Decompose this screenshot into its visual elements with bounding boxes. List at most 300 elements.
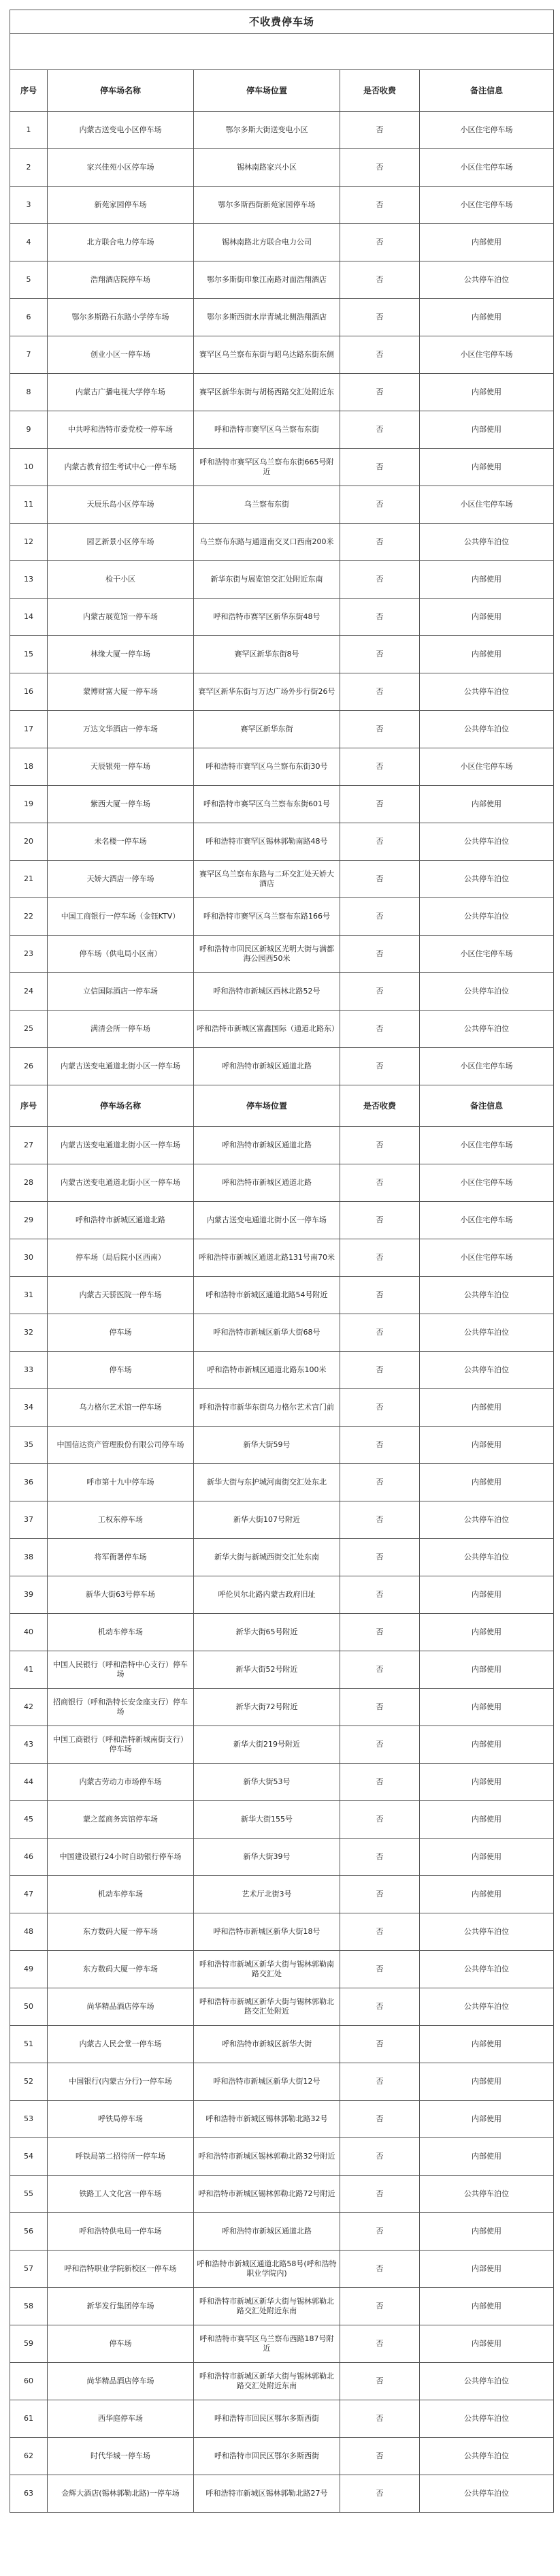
cell-index: 35 <box>10 1427 48 1464</box>
cell-name: 万达文华酒店一停车场 <box>48 711 194 748</box>
cell-remark: 内部使用 <box>420 1651 554 1689</box>
cell-fee: 否 <box>340 2438 420 2475</box>
cell-fee: 否 <box>340 1913 420 1951</box>
cell-remark: 内部使用 <box>420 2288 554 2325</box>
cell-location: 呼和浩特市赛罕区新华东街48号 <box>194 599 340 636</box>
cell-fee: 否 <box>340 1314 420 1352</box>
cell-remark: 小区住宅停车场 <box>420 1239 554 1277</box>
cell-remark: 小区住宅停车场 <box>420 1202 554 1239</box>
cell-remark: 公共停车泊位 <box>420 1011 554 1048</box>
cell-fee: 否 <box>340 1539 420 1576</box>
cell-remark: 公共停车泊位 <box>420 1352 554 1389</box>
table-row <box>10 1464 554 1501</box>
cell-name: 内蒙古劳动力市场停车场 <box>48 1764 194 1801</box>
cell-index: 14 <box>10 599 48 636</box>
table-row <box>10 2101 554 2138</box>
cell-location: 呼和浩特市新城区通道北路131号南70米 <box>194 1239 340 1277</box>
cell-remark: 内部使用 <box>420 1839 554 1876</box>
cell-remark: 小区住宅停车场 <box>420 149 554 187</box>
cell-name: 呼和浩特市新城区通道北路 <box>48 1202 194 1239</box>
cell-index: 25 <box>10 1011 48 1048</box>
cell-fee: 否 <box>340 1951 420 1988</box>
cell-remark: 内部使用 <box>420 599 554 636</box>
cell-index: 40 <box>10 1614 48 1651</box>
cell-location: 锡林南路北方联合电力公司 <box>194 224 340 261</box>
table-row <box>10 748 554 786</box>
cell-remark: 公共停车泊位 <box>420 2363 554 2400</box>
cell-index: 4 <box>10 224 48 261</box>
cell-remark: 公共停车泊位 <box>420 973 554 1011</box>
table-row <box>10 1801 554 1839</box>
table-row <box>10 1048 554 1085</box>
cell-fee: 否 <box>340 112 420 149</box>
table-row <box>10 449 554 486</box>
cell-index: 41 <box>10 1651 48 1689</box>
cell-remark: 小区住宅停车场 <box>420 112 554 149</box>
cell-remark: 公共停车泊位 <box>420 524 554 561</box>
cell-name: 内蒙古送变电通道北街小区一停车场 <box>48 1164 194 1202</box>
cell-name: 中共呼和浩特市委党校一停车场 <box>48 411 194 449</box>
cell-name: 内蒙古送变电小区停车场 <box>48 112 194 149</box>
cell-remark: 内部使用 <box>420 1726 554 1764</box>
table-row <box>10 786 554 823</box>
cell-name: 内蒙古展览馆一停车场 <box>48 599 194 636</box>
cell-name: 东方数码大厦一停车场 <box>48 1913 194 1951</box>
cell-fee: 否 <box>340 2363 420 2400</box>
cell-fee: 否 <box>340 711 420 748</box>
parking-table-sheet <box>10 10 553 2513</box>
cell-remark: 公共停车泊位 <box>420 1539 554 1576</box>
cell-location: 新华大街72号附近 <box>194 1689 340 1726</box>
cell-location: 锡林南路家兴小区 <box>194 149 340 187</box>
cell-index: 31 <box>10 1277 48 1314</box>
table-row <box>10 823 554 861</box>
cell-index: 3 <box>10 187 48 224</box>
cell-location: 呼和浩特市回民区鄂尔多斯西街 <box>194 2400 340 2438</box>
table-row <box>10 2475 554 2513</box>
cell-fee: 否 <box>340 1988 420 2026</box>
cell-name: 中国工商银行一停车场（金钰KTV） <box>48 898 194 936</box>
cell-name: 鄂尔多斯路石东路小学停车场 <box>48 299 194 336</box>
cell-location: 新华大街53号 <box>194 1764 340 1801</box>
cell-fee: 否 <box>340 1127 420 1164</box>
cell-remark: 小区住宅停车场 <box>420 1164 554 1202</box>
cell-location: 呼和浩特市新城区富鑫国际（通道北路东） <box>194 1011 340 1048</box>
table-row <box>10 861 554 898</box>
cell-fee: 否 <box>340 1011 420 1048</box>
cell-location: 呼和浩特市新城区锡林郭勒北路32号附近 <box>194 2138 340 2176</box>
cell-location: 呼和浩特市新城区新华大街68号 <box>194 1314 340 1352</box>
cell-index: 39 <box>10 1576 48 1614</box>
cell-index: 18 <box>10 748 48 786</box>
cell-location: 呼和浩特市新城区新华大街与锡林郭勒北路交汇处附近 <box>194 1988 340 2026</box>
table-row <box>10 898 554 936</box>
cell-index: 50 <box>10 1988 48 2026</box>
cell-remark: 公共停车泊位 <box>420 2475 554 2513</box>
cell-name: 创业小区一停车场 <box>48 336 194 374</box>
table-row <box>10 673 554 711</box>
cell-fee: 否 <box>340 2026 420 2063</box>
cell-name: 呼铁局停车场 <box>48 2101 194 2138</box>
header-row <box>10 70 554 112</box>
cell-fee: 否 <box>340 336 420 374</box>
cell-remark: 内部使用 <box>420 2251 554 2288</box>
cell-location: 新华大街107号附近 <box>194 1501 340 1539</box>
cell-index: 1 <box>10 112 48 149</box>
cell-fee: 否 <box>340 2063 420 2101</box>
table-row <box>10 1127 554 1164</box>
cell-index: 46 <box>10 1839 48 1876</box>
table-row <box>10 261 554 299</box>
cell-index: 45 <box>10 1801 48 1839</box>
table-row <box>10 711 554 748</box>
cell-fee: 否 <box>340 449 420 486</box>
cell-remark: 内部使用 <box>420 2026 554 2063</box>
table-row <box>10 112 554 149</box>
cell-index: 9 <box>10 411 48 449</box>
cell-remark: 公共停车泊位 <box>420 898 554 936</box>
cell-name: 检干小区 <box>48 561 194 599</box>
header-name: 停车场名称 <box>48 1085 194 1127</box>
cell-location: 呼和浩特市新城区锡林郭勒北路27号 <box>194 2475 340 2513</box>
table-row <box>10 1352 554 1389</box>
cell-fee: 否 <box>340 524 420 561</box>
cell-location: 呼和浩特市新城区锡林郭勒北路32号 <box>194 2101 340 2138</box>
cell-name: 乌力格尔艺术馆一停车场 <box>48 1389 194 1427</box>
cell-index: 38 <box>10 1539 48 1576</box>
cell-index: 19 <box>10 786 48 823</box>
cell-remark: 小区住宅停车场 <box>420 336 554 374</box>
cell-name: 停车场（供电局小区南） <box>48 936 194 973</box>
cell-fee: 否 <box>340 149 420 187</box>
cell-remark: 内部使用 <box>420 1614 554 1651</box>
cell-location: 赛罕区新华东街8号 <box>194 636 340 673</box>
cell-location: 呼和浩特市赛罕区乌兰察布东路166号 <box>194 898 340 936</box>
cell-index: 22 <box>10 898 48 936</box>
cell-index: 10 <box>10 449 48 486</box>
header-row <box>10 1085 554 1127</box>
cell-location: 呼和浩特市回民区鄂尔多斯西街 <box>194 2438 340 2475</box>
cell-location: 内蒙古送变电通道北街小区一停车场 <box>194 1202 340 1239</box>
table-row <box>10 1427 554 1464</box>
cell-fee: 否 <box>340 1876 420 1913</box>
cell-location: 新华大街与新城西街交汇处东南 <box>194 1539 340 1576</box>
header-name: 停车场名称 <box>48 70 194 112</box>
cell-index: 62 <box>10 2438 48 2475</box>
cell-fee: 否 <box>340 786 420 823</box>
cell-name: 尚华精品酒店停车场 <box>48 2363 194 2400</box>
cell-index: 11 <box>10 486 48 524</box>
cell-index: 36 <box>10 1464 48 1501</box>
cell-name: 中国建设银行24小时自助银行停车场 <box>48 1839 194 1876</box>
cell-fee: 否 <box>340 823 420 861</box>
cell-fee: 否 <box>340 2213 420 2251</box>
cell-name: 蒙之蓝商务宾馆停车场 <box>48 1801 194 1839</box>
cell-index: 15 <box>10 636 48 673</box>
cell-index: 49 <box>10 1951 48 1988</box>
cell-index: 43 <box>10 1726 48 1764</box>
cell-fee: 否 <box>340 224 420 261</box>
cell-location: 呼和浩特市赛罕区乌兰察布东街665号附近 <box>194 449 340 486</box>
cell-name: 呼铁局第二招待所一停车场 <box>48 2138 194 2176</box>
cell-fee: 否 <box>340 1464 420 1501</box>
cell-location: 呼和浩特市赛罕区乌兰察布东街601号 <box>194 786 340 823</box>
table-row <box>10 1689 554 1726</box>
cell-remark: 公共停车泊位 <box>420 861 554 898</box>
cell-remark: 内部使用 <box>420 561 554 599</box>
cell-name: 蒙博财富大厦一停车场 <box>48 673 194 711</box>
cell-fee: 否 <box>340 636 420 673</box>
cell-name: 天辰银苑一停车场 <box>48 748 194 786</box>
cell-index: 6 <box>10 299 48 336</box>
table-row <box>10 1576 554 1614</box>
cell-location: 鄂尔多斯街印象江南路对面浩翔酒店 <box>194 261 340 299</box>
table-row <box>10 2400 554 2438</box>
table-row <box>10 1913 554 1951</box>
cell-index: 8 <box>10 374 48 411</box>
table-row <box>10 299 554 336</box>
cell-name: 内蒙古天骄医院一停车场 <box>48 1277 194 1314</box>
cell-remark: 内部使用 <box>420 1427 554 1464</box>
cell-location: 呼和浩特市新城区锡林郭勒北路72号附近 <box>194 2176 340 2213</box>
cell-index: 12 <box>10 524 48 561</box>
cell-fee: 否 <box>340 673 420 711</box>
cell-name: 时代华城一停车场 <box>48 2438 194 2475</box>
header-location: 停车场位置 <box>194 70 340 112</box>
cell-remark: 公共停车泊位 <box>420 2400 554 2438</box>
cell-fee: 否 <box>340 2325 420 2363</box>
cell-name: 停车场 <box>48 1352 194 1389</box>
cell-index: 2 <box>10 149 48 187</box>
cell-remark: 公共停车泊位 <box>420 1913 554 1951</box>
cell-location: 呼和浩特市新城区通道北路 <box>194 1048 340 1085</box>
cell-fee: 否 <box>340 898 420 936</box>
cell-remark: 小区住宅停车场 <box>420 486 554 524</box>
cell-remark: 公共停车泊位 <box>420 2438 554 2475</box>
cell-index: 7 <box>10 336 48 374</box>
cell-index: 58 <box>10 2288 48 2325</box>
cell-location: 新华大街155号 <box>194 1801 340 1839</box>
cell-remark: 公共停车泊位 <box>420 2176 554 2213</box>
cell-name: 天娇大酒店一停车场 <box>48 861 194 898</box>
cell-remark: 内部使用 <box>420 411 554 449</box>
cell-location: 艺术厅北街3号 <box>194 1876 340 1913</box>
table-row <box>10 1277 554 1314</box>
cell-remark: 内部使用 <box>420 2325 554 2363</box>
cell-fee: 否 <box>340 1048 420 1085</box>
table-row <box>10 2138 554 2176</box>
cell-fee: 否 <box>340 2475 420 2513</box>
cell-remark: 小区住宅停车场 <box>420 187 554 224</box>
cell-remark: 内部使用 <box>420 786 554 823</box>
cell-name: 中国人民银行（呼和浩特中心支行）停车场 <box>48 1651 194 1689</box>
cell-fee: 否 <box>340 1689 420 1726</box>
cell-remark: 公共停车泊位 <box>420 1501 554 1539</box>
cell-remark: 内部使用 <box>420 1876 554 1913</box>
cell-index: 24 <box>10 973 48 1011</box>
cell-index: 28 <box>10 1164 48 1202</box>
cell-index: 5 <box>10 261 48 299</box>
cell-fee: 否 <box>340 2288 420 2325</box>
table-row <box>10 187 554 224</box>
cell-remark: 公共停车泊位 <box>420 823 554 861</box>
cell-remark: 内部使用 <box>420 224 554 261</box>
table-row <box>10 1164 554 1202</box>
cell-name: 呼市第十九中停车场 <box>48 1464 194 1501</box>
cell-index: 52 <box>10 2063 48 2101</box>
header-fee: 是否收费 <box>340 1085 420 1127</box>
blank-row <box>10 34 554 70</box>
cell-name: 新华发行集团停车场 <box>48 2288 194 2325</box>
cell-location: 赛罕区新华东街与胡杨西路交汇处附近东 <box>194 374 340 411</box>
cell-fee: 否 <box>340 1202 420 1239</box>
cell-name: 内蒙古送变电通道北街小区一停车场 <box>48 1127 194 1164</box>
cell-location: 呼和浩特市回民区新城区光明大街与满都海公园西50米 <box>194 936 340 973</box>
cell-index: 59 <box>10 2325 48 2363</box>
cell-index: 56 <box>10 2213 48 2251</box>
cell-index: 61 <box>10 2400 48 2438</box>
cell-fee: 否 <box>340 1576 420 1614</box>
table-row <box>10 1501 554 1539</box>
cell-remark: 公共停车泊位 <box>420 1314 554 1352</box>
cell-index: 37 <box>10 1501 48 1539</box>
cell-location: 新华大街39号 <box>194 1839 340 1876</box>
cell-name: 机动车停车场 <box>48 1876 194 1913</box>
cell-remark: 公共停车泊位 <box>420 261 554 299</box>
cell-name: 家兴佳苑小区停车场 <box>48 149 194 187</box>
cell-name: 林缘大厦一停车场 <box>48 636 194 673</box>
cell-name: 内蒙古教育招生考试中心一停车场 <box>48 449 194 486</box>
cell-name: 新华大街63号停车场 <box>48 1576 194 1614</box>
parking-table <box>10 10 554 2513</box>
table-row <box>10 411 554 449</box>
cell-index: 29 <box>10 1202 48 1239</box>
table-row <box>10 2251 554 2288</box>
cell-fee: 否 <box>340 973 420 1011</box>
cell-name: 呼和浩特供电局一停车场 <box>48 2213 194 2251</box>
cell-name: 未名楼一停车场 <box>48 823 194 861</box>
cell-remark: 内部使用 <box>420 2101 554 2138</box>
cell-fee: 否 <box>340 2251 420 2288</box>
cell-fee: 否 <box>340 748 420 786</box>
cell-fee: 否 <box>340 1839 420 1876</box>
cell-index: 47 <box>10 1876 48 1913</box>
cell-index: 44 <box>10 1764 48 1801</box>
cell-location: 呼和浩特市新城区通道北路 <box>194 2213 340 2251</box>
cell-remark: 小区住宅停车场 <box>420 1127 554 1164</box>
cell-index: 13 <box>10 561 48 599</box>
header-index: 序号 <box>10 1085 48 1127</box>
cell-index: 55 <box>10 2176 48 2213</box>
cell-location: 新华大街52号附近 <box>194 1651 340 1689</box>
cell-fee: 否 <box>340 299 420 336</box>
cell-fee: 否 <box>340 599 420 636</box>
table-row <box>10 2325 554 2363</box>
cell-name: 内蒙古广播电视大学停车场 <box>48 374 194 411</box>
table-row <box>10 1314 554 1352</box>
cell-remark: 公共停车泊位 <box>420 1277 554 1314</box>
cell-name: 中国工商银行（呼和浩特新城南街支行）停车场 <box>48 1726 194 1764</box>
cell-index: 60 <box>10 2363 48 2400</box>
table-row <box>10 2176 554 2213</box>
cell-remark: 内部使用 <box>420 374 554 411</box>
cell-remark: 小区住宅停车场 <box>420 748 554 786</box>
cell-fee: 否 <box>340 936 420 973</box>
cell-name: 东方数码大厦一停车场 <box>48 1951 194 1988</box>
cell-remark: 公共停车泊位 <box>420 1951 554 1988</box>
cell-name: 浩翔酒店院停车场 <box>48 261 194 299</box>
cell-name: 停车场 <box>48 1314 194 1352</box>
cell-name: 紫西大厦一停车场 <box>48 786 194 823</box>
cell-fee: 否 <box>340 374 420 411</box>
cell-index: 54 <box>10 2138 48 2176</box>
cell-remark: 内部使用 <box>420 1689 554 1726</box>
cell-fee: 否 <box>340 2176 420 2213</box>
cell-remark: 内部使用 <box>420 636 554 673</box>
cell-fee: 否 <box>340 1427 420 1464</box>
header-remark: 备注信息 <box>420 1085 554 1127</box>
table-row <box>10 561 554 599</box>
table-row <box>10 1726 554 1764</box>
cell-location: 鄂尔多斯西街新苑家园停车场 <box>194 187 340 224</box>
cell-name: 北方联合电力停车场 <box>48 224 194 261</box>
cell-fee: 否 <box>340 1651 420 1689</box>
cell-remark: 公共停车泊位 <box>420 711 554 748</box>
cell-remark: 内部使用 <box>420 1764 554 1801</box>
cell-location: 呼和浩特市赛罕区锡林郭勒南路48号 <box>194 823 340 861</box>
table-row <box>10 374 554 411</box>
cell-name: 将军衙署停车场 <box>48 1539 194 1576</box>
table-row <box>10 336 554 374</box>
table-row <box>10 149 554 187</box>
cell-location: 呼和浩特市新城区西林北路52号 <box>194 973 340 1011</box>
cell-remark: 内部使用 <box>420 2063 554 2101</box>
cell-index: 16 <box>10 673 48 711</box>
cell-location: 呼和浩特市赛罕区乌兰察布西路187号附近 <box>194 2325 340 2363</box>
cell-name: 中国银行(内蒙古分行)一停车场 <box>48 2063 194 2101</box>
cell-remark: 内部使用 <box>420 1801 554 1839</box>
cell-remark: 小区住宅停车场 <box>420 936 554 973</box>
table-row <box>10 1651 554 1689</box>
cell-name: 停车场（局后院小区西南） <box>48 1239 194 1277</box>
cell-index: 21 <box>10 861 48 898</box>
table-row <box>10 1239 554 1277</box>
cell-fee: 否 <box>340 1164 420 1202</box>
cell-location: 呼和浩特市新城区新华大街 <box>194 2026 340 2063</box>
cell-fee: 否 <box>340 2400 420 2438</box>
cell-name: 呼和浩特职业学院新校区一停车场 <box>48 2251 194 2288</box>
cell-location: 呼和浩特市新城区通道北路 <box>194 1127 340 1164</box>
cell-location: 鄂尔多斯西街水岸青城北侧浩翔酒店 <box>194 299 340 336</box>
cell-location: 呼和浩特市赛罕区乌兰察布东街 <box>194 411 340 449</box>
cell-index: 26 <box>10 1048 48 1085</box>
cell-location: 呼和浩特市新城区新华大街与锡林郭勒北路交汇处附近东南 <box>194 2363 340 2400</box>
cell-fee: 否 <box>340 261 420 299</box>
cell-location: 乌兰察布东街 <box>194 486 340 524</box>
cell-location: 呼和浩特市新城区通道北路58号(呼和浩特职业学院内) <box>194 2251 340 2288</box>
table-row <box>10 1764 554 1801</box>
cell-fee: 否 <box>340 2138 420 2176</box>
cell-location: 赛罕区乌兰察布东街与昭乌达路东街东侧 <box>194 336 340 374</box>
cell-index: 20 <box>10 823 48 861</box>
cell-index: 48 <box>10 1913 48 1951</box>
table-title: 不收费停车场 <box>10 10 554 34</box>
cell-name: 招商银行（呼和浩特长安金座支行）停车场 <box>48 1689 194 1726</box>
cell-fee: 否 <box>340 1764 420 1801</box>
cell-fee: 否 <box>340 486 420 524</box>
cell-location: 赛罕区新华东街与万达广场外步行街26号 <box>194 673 340 711</box>
cell-remark: 内部使用 <box>420 1389 554 1427</box>
